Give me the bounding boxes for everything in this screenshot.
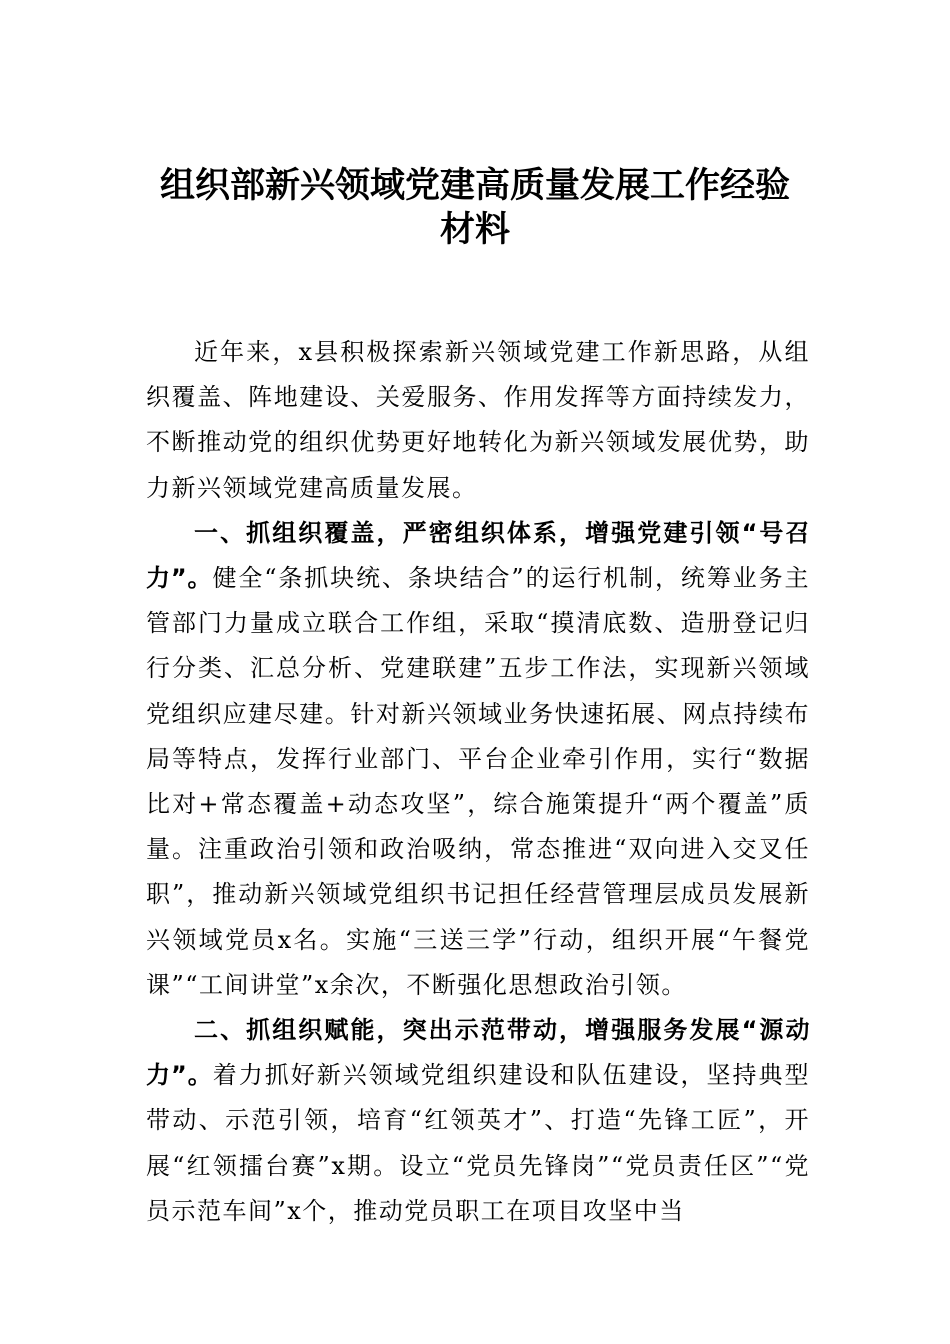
- section-2-paragraph: [146, 1008, 810, 1234]
- document-title-line-2: 材料: [439, 209, 510, 250]
- section-2-heading: 二、抓组织赋能，突出示范带动，增强服务发展“源动力”。: [146, 1016, 810, 1090]
- section-1-body: 健全“条抓块统、条块结合”的运行机制，统筹业务主管部门力量成立联合工作组，采取“摸清底数、造册登记归行分类、汇总分析、党建联建”五步工作法，实现新兴领域党组织应建尽建。针对新兴领域业务快速拓展、网点持续布局等特点，发挥行业部门、平台企业牵引作用，实行“数据比对+常态覆盖+动态攻坚”，综合施策提升“两个覆盖”质量。注重政治引领和政治吸纳，常态推进“双向进入交叉任职”，推动新兴领域党组织书记担任经营管理层成员发展新兴领域党员x名。实施“三送三学”行动，组织开展“午餐党课”“工间讲堂”x余次，不断强化思想政治引领。: [146, 564, 810, 999]
- document-title-line-1: 组织部新兴领域党建高质量发展工作经验: [159, 165, 790, 206]
- section-1-heading: 一、抓组织覆盖，严密组织体系，增强党建引领“号召力”。: [146, 518, 810, 593]
- section-2-body: 着力抓好新兴领域党组织建设和队伍建设，坚持典型带动、示范引领，培育“红领英才”、打造“先锋工匠”，开展“红领擂台赛”x期。设立“党员先锋岗”“党员责任区”“党员示范车间”x个，推动党员职工在项目攻坚中当: [146, 1061, 811, 1225]
- document-body: [146, 330, 810, 1234]
- intro-paragraph: 近年来，x县积极探索新兴领域党建工作新思路，从组织覆盖、阵地建设、关爱服务、作用发挥等方面持续发力，不断推动党的组织优势更好地转化为新兴领域发展优势，助力新兴领域党建高质量发展。: [146, 338, 810, 502]
- section-1-paragraph: [146, 511, 810, 1008]
